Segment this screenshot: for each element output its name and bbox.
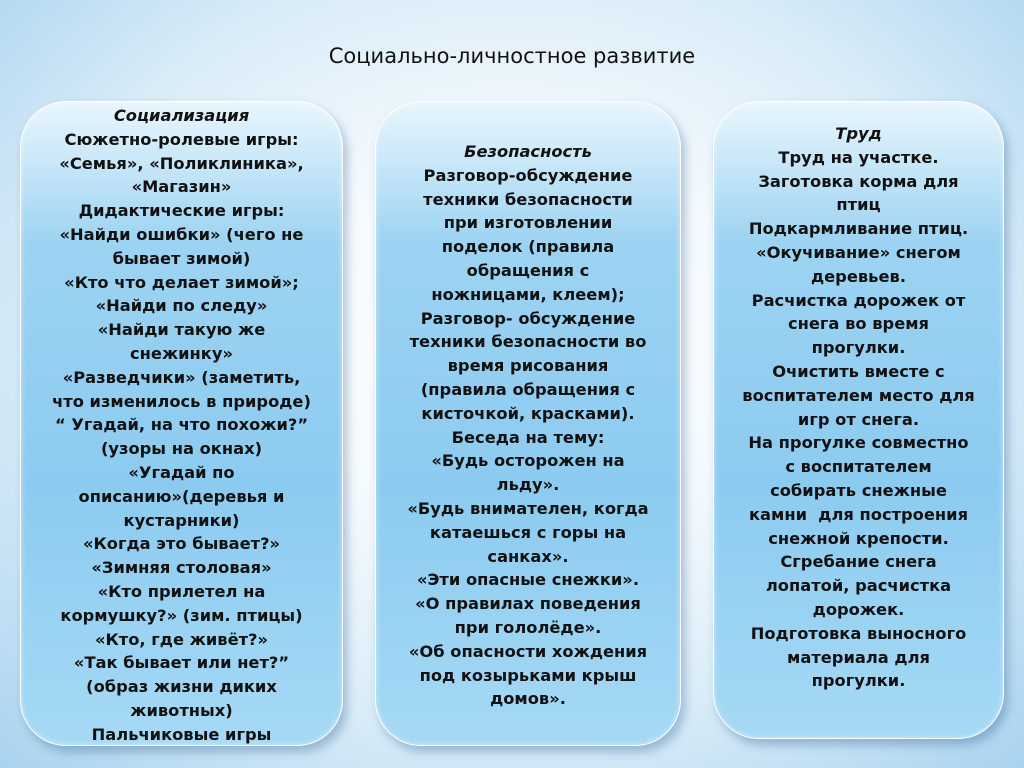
card-socialization — [20, 101, 343, 746]
card-safety — [375, 101, 681, 746]
card-line: прогулки. — [811, 671, 906, 691]
card-line: домов». — [490, 689, 566, 709]
card-line: «Так бывает или нет?” — [73, 653, 290, 673]
card-line: (образ жизни диких — [86, 677, 277, 697]
card-line: «Будь осторожен на — [431, 451, 625, 471]
card-line: что изменилось в природе) — [52, 391, 311, 411]
card-line: лопатой, расчистка — [765, 576, 952, 596]
card-line: птиц — [836, 195, 881, 215]
card-line: под козырьками крыш — [419, 665, 637, 685]
card-heading: Труд — [835, 124, 882, 143]
card-line: время рисования — [447, 356, 609, 376]
card-line: «Кто прилетел на — [97, 581, 266, 601]
card-line: «Семья», «Поликлиника», — [59, 153, 304, 173]
card-line: воспитателем место для — [742, 385, 975, 405]
card-line: снежинку» — [130, 343, 233, 363]
slide-title: Социально-личностное развитие — [328, 44, 696, 68]
card-line: Заготовка корма для — [758, 171, 959, 191]
card-line: игр от снега. — [797, 409, 920, 429]
card-line: Подготовка выносного — [750, 623, 967, 643]
card-line: (узоры на окнах) — [100, 439, 263, 459]
card-heading: Социализация — [113, 106, 250, 125]
card-line: «Кто что делает зимой»; — [64, 272, 299, 292]
card-lines — [720, 146, 997, 693]
card-line: при гололёде». — [454, 617, 602, 637]
card-line: «Эти опасные снежки». — [416, 570, 640, 590]
card-line: Разговор-обсуждение — [423, 165, 633, 185]
card-line: (правила обращения с — [420, 379, 636, 399]
card-line: при изготовлении — [443, 213, 613, 233]
card-line: бывает зимой) — [112, 248, 251, 268]
card-line: прогулки. — [811, 338, 906, 358]
card-line: деревьев. — [810, 266, 907, 286]
card-line: «Угадай по — [128, 462, 235, 482]
card-line: На прогулке совместно — [748, 433, 969, 453]
card-line: «Когда это бывает?» — [82, 534, 281, 554]
card-line: «Об опасности хождения — [408, 641, 648, 661]
card-lines — [29, 128, 334, 747]
card-line: «Кто, где живёт?» — [94, 629, 269, 649]
card-line: Очистить вместе с — [772, 361, 945, 381]
card-line: техники безопасности — [423, 189, 633, 209]
card-line: Расчистка дорожек от — [751, 290, 966, 310]
card-lines — [384, 164, 672, 711]
card-line: «Зимняя столовая» — [91, 558, 272, 578]
card-line: Сгребание снега — [780, 552, 937, 572]
card-line: животных) — [130, 700, 233, 720]
card-line: камни для построения — [748, 504, 969, 524]
card-line: «О правилах поведения — [415, 594, 641, 614]
card-line: катаешься с горы на — [429, 522, 627, 542]
card-line: обращения с — [466, 260, 590, 280]
card-line: Подкармливание птиц. — [748, 219, 969, 239]
card-line: «Найди ошибки» (чего не — [59, 224, 304, 244]
card-line: Дидактические игры: — [78, 201, 285, 221]
card-heading: Безопасность — [464, 142, 592, 161]
card-line: Труд на участке. — [778, 147, 939, 167]
card-line: «Окучивание» снегом — [756, 242, 961, 262]
card-line: поделок (правила — [441, 237, 615, 257]
card-line: Разговор- обсуждение — [420, 308, 636, 328]
card-line: снежной крепости. — [768, 528, 949, 548]
card-labor — [713, 101, 1004, 739]
card-line: «Найди такую же — [97, 320, 266, 340]
card-line: «Магазин» — [131, 177, 232, 197]
card-line: «Найди по следу» — [95, 296, 268, 316]
card-line: Сюжетно-ролевые игры: — [64, 129, 299, 149]
card-line: Беседа на тему: — [451, 427, 605, 447]
card-line: Пальчиковые игры — [91, 724, 272, 744]
card-line: описанию»(деревья и — [78, 486, 285, 506]
card-line: санках». — [487, 546, 569, 566]
card-line: «Разведчики» (заметить, — [62, 367, 301, 387]
card-line: кустарники) — [123, 510, 240, 530]
card-line: материала для — [787, 647, 930, 667]
card-line: кисточкой, красками). — [421, 403, 635, 423]
card-line: с воспитателем — [785, 457, 932, 477]
card-line: «Будь внимателен, когда — [407, 498, 649, 518]
card-line: кормушку?» (зим. птицы) — [60, 605, 303, 625]
card-line: снега во время — [787, 314, 930, 334]
card-line: техники безопасности во — [409, 332, 647, 352]
card-line: собирать снежные — [770, 480, 947, 500]
card-line: ножницами, клеем); — [431, 284, 625, 304]
card-line: льду». — [496, 475, 560, 495]
card-line: “ Угадай, на что похожи?” — [54, 415, 309, 435]
card-line: дорожек. — [812, 599, 905, 619]
